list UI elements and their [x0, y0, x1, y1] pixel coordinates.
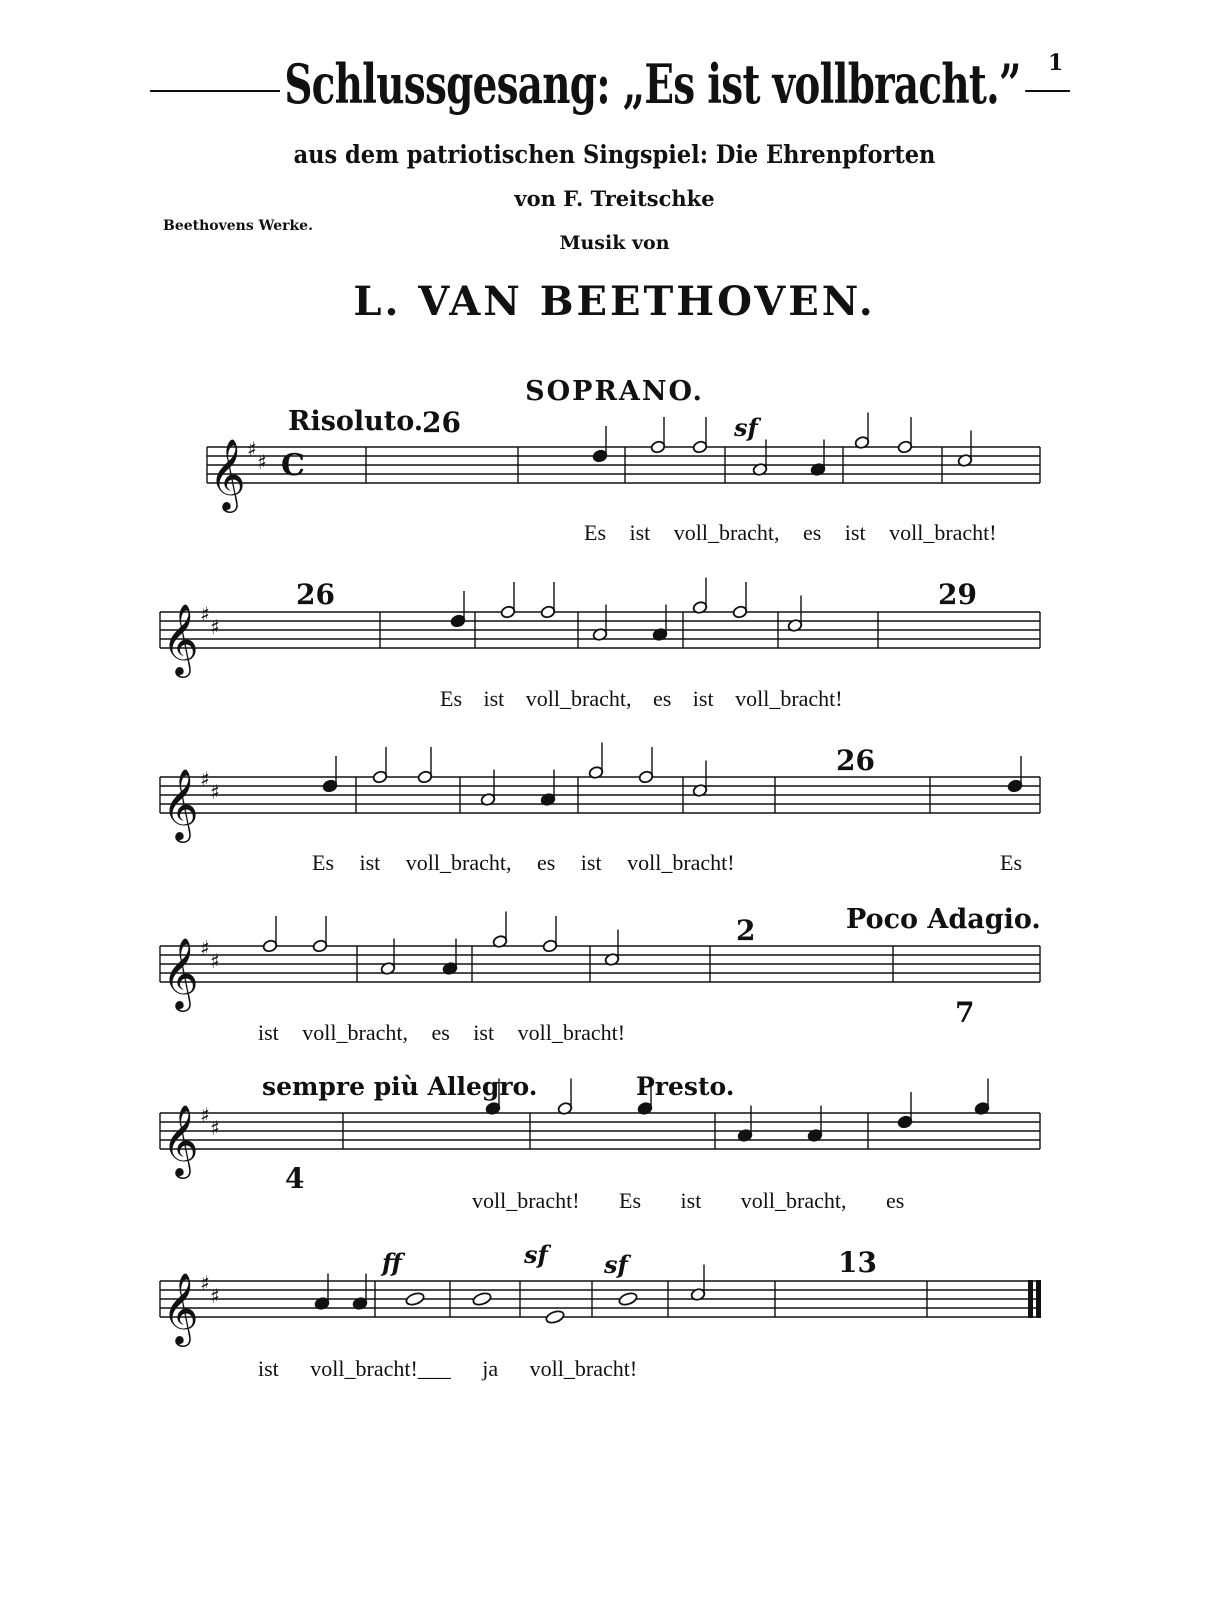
treble-clef-icon: 𝄞	[162, 767, 199, 840]
page-title: Schlussgesang: „Es ist vollbracht.”	[280, 52, 1025, 116]
sharp-icon: ♯	[247, 437, 257, 461]
note-head	[472, 1291, 492, 1307]
dynamic-marking: ff	[382, 1248, 402, 1277]
treble-clef-icon: 𝄞	[162, 936, 199, 1009]
multirest-count: 26	[422, 406, 461, 439]
tempo-marking: Poco Adagio.	[846, 904, 1041, 935]
treble-clef-icon: 𝄞	[162, 602, 199, 675]
tempo-marking: Risoluto.	[288, 406, 424, 437]
lyrics-line: voll_bracht! Es ist voll_bracht, es	[472, 1188, 905, 1213]
time-signature: C	[281, 448, 305, 483]
sharp-icon: ♯	[210, 1116, 220, 1140]
final-barline	[1036, 1280, 1041, 1318]
sharp-icon: ♯	[200, 936, 210, 960]
sharp-icon: ♯	[200, 602, 210, 626]
composer-intro: Musik von	[559, 232, 670, 254]
sharp-icon: ♯	[200, 767, 210, 791]
multirest-count: 4	[285, 1162, 305, 1195]
sharp-icon: ♯	[210, 949, 220, 973]
sharp-icon: ♯	[210, 780, 220, 804]
lyrics-line: ist voll_bracht, es ist voll_bracht!	[258, 1020, 626, 1045]
multirest-count: 13	[838, 1246, 877, 1279]
tempo-marking: sempre più Allegro.	[262, 1072, 538, 1101]
multirest-count: 2	[736, 914, 756, 947]
part-label: SOPRANO.	[525, 376, 704, 407]
dynamic-marking: sf	[524, 1240, 548, 1269]
lyrics-line: Es ist voll_bracht, es ist voll_bracht!	[584, 520, 997, 545]
sharp-icon: ♯	[200, 1103, 210, 1127]
sharp-icon: ♯	[257, 450, 267, 474]
final-barline	[1028, 1280, 1033, 1318]
multirest-count: 7	[955, 996, 975, 1029]
treble-clef-icon: 𝄞	[209, 437, 246, 510]
tempo-marking: Presto.	[636, 1072, 735, 1101]
lyrics-line-end: Es	[1000, 850, 1022, 875]
lyrics-line: Es ist voll_bracht, es ist voll_bracht!	[312, 850, 735, 875]
librettist: von F. Treitschke	[514, 186, 715, 211]
lyrics-line: ist voll_bracht!___ ja voll_bracht!	[258, 1356, 638, 1381]
multirest-count: 26	[836, 744, 875, 777]
lyrics-line: Es ist voll_bracht, es ist voll_bracht!	[440, 686, 843, 711]
note-head	[545, 1309, 565, 1325]
sharp-icon: ♯	[200, 1271, 210, 1295]
note-head	[618, 1291, 638, 1307]
treble-clef-icon: 𝄞	[162, 1103, 199, 1176]
treble-clef-icon: 𝄞	[162, 1271, 199, 1344]
composer-name: L. VAN BEETHOVEN.	[353, 278, 876, 325]
dynamic-marking: sf	[604, 1250, 628, 1279]
multirest-count: 26	[296, 578, 335, 611]
sharp-icon: ♯	[210, 1284, 220, 1308]
subtitle: aus dem patriotischen Singspiel: Die Ehrenpforten	[293, 140, 936, 169]
series-label: Beethovens Werke.	[163, 218, 313, 234]
sharp-icon: ♯	[210, 615, 220, 639]
dynamic-marking: sf	[734, 413, 758, 442]
page-number: 1	[1048, 50, 1064, 76]
multirest-count: 29	[938, 578, 977, 611]
note-head	[405, 1291, 425, 1307]
